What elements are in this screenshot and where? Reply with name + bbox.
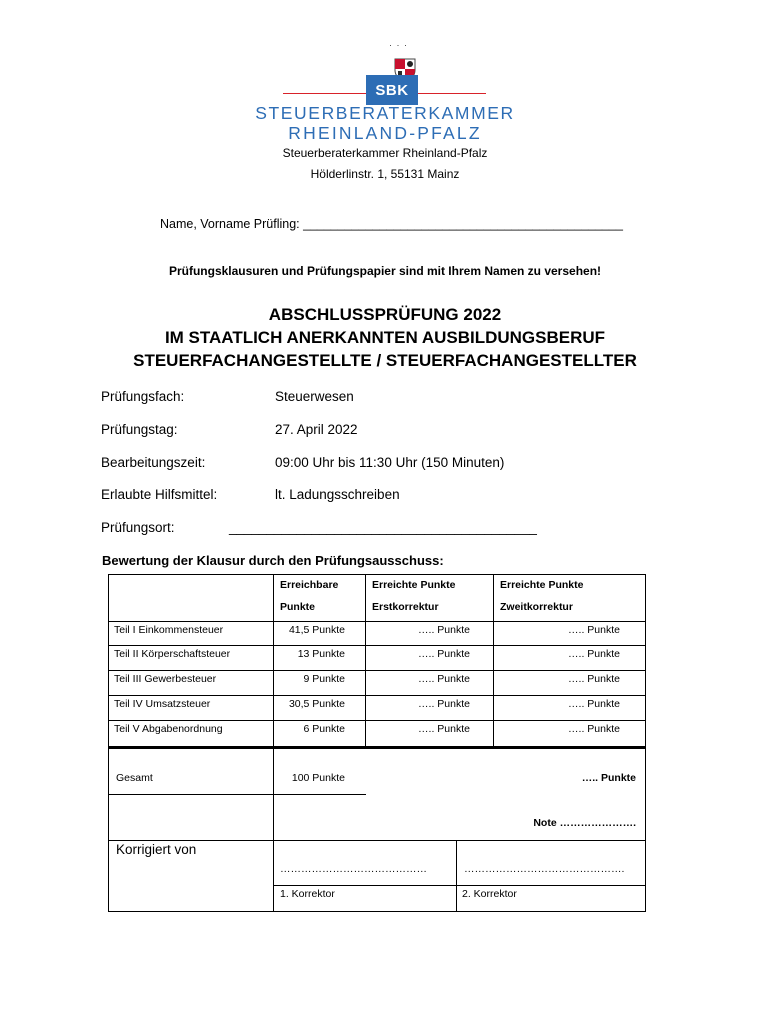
row-first-est: ….. Punkte — [418, 624, 470, 636]
title-line3: STEUERFACHANGESTELLTE / STEUERFACHANGESTELLTER — [133, 351, 637, 370]
org-name-line2: RHEINLAND-PFALZ — [288, 123, 482, 143]
instruction-text: Prüfungsklausuren und Prüfungspapier sind mit Ihrem Namen zu versehen! — [168, 264, 602, 278]
header-erreichte-1: Erreichte Punkte — [372, 579, 456, 591]
info-label-tag: Prüfungstag: — [101, 422, 178, 437]
total-points: ….. Punkte — [581, 772, 636, 784]
info-label-zeit: Bearbeitungszeit: — [101, 455, 206, 470]
title-line2: IM STAATLICH ANERKANNTEN AUSBILDUNGSBERUF — [164, 328, 606, 347]
info-value-tag: 27. April 2022 — [275, 422, 358, 437]
signature-line-1: …………………………………… — [280, 863, 427, 875]
name-field: Name, Vorname Prüfling: ______________________________________________ — [160, 217, 623, 231]
row-label-ust: Teil IV Umsatzsteuer — [114, 698, 211, 710]
row-max-ao: 6 Punkte — [303, 723, 345, 735]
org-name-line1: STEUERBERATERKAMMER — [255, 103, 515, 123]
row-max-kst: 13 Punkte — [297, 648, 345, 660]
info-value-ort: _________________________________________ — [229, 520, 537, 535]
total-label: Gesamt — [116, 772, 153, 784]
note-field: Note …………………. — [533, 817, 636, 829]
logo-dots: · · · — [389, 40, 408, 50]
info-label-hilfsmittel: Erlaubte Hilfsmittel: — [101, 487, 218, 502]
info-label-fach: Prüfungsfach: — [101, 389, 185, 404]
address-street: Hölderlinstr. 1, 55131 Mainz — [310, 167, 460, 181]
row-second-ust: ….. Punkte — [568, 698, 620, 710]
row-label-est: Teil I Einkommensteuer — [114, 624, 224, 636]
info-value-zeit: 09:00 Uhr bis 11:30 Uhr (150 Minuten) — [275, 455, 505, 470]
header-punkte: Punkte — [280, 601, 316, 613]
row-label-gewst: Teil III Gewerbesteuer — [114, 673, 217, 685]
header-erreichte-2: Erreichte Punkte — [500, 579, 584, 591]
header-erreichbare: Erreichbare — [280, 579, 339, 591]
row-first-gewst: ….. Punkte — [418, 673, 470, 685]
row-max-est: 41,5 Punkte — [288, 624, 345, 636]
info-label-ort: Prüfungsort: — [101, 520, 175, 535]
row-second-est: ….. Punkte — [568, 624, 620, 636]
row-first-ao: ….. Punkte — [418, 723, 470, 735]
total-max: 100 Punkte — [291, 772, 345, 784]
row-max-gewst: 9 Punkte — [303, 673, 345, 685]
row-second-kst: ….. Punkte — [568, 648, 620, 660]
address-name: Steuerberaterkammer Rheinland-Pfalz — [282, 146, 488, 160]
row-first-ust: ….. Punkte — [418, 698, 470, 710]
header-erstkorrektur: Erstkorrektur — [372, 601, 439, 613]
info-value-fach: Steuerwesen — [275, 389, 354, 404]
title-line1: ABSCHLUSSPRÜFUNG 2022 — [268, 305, 502, 324]
info-value-hilfsmittel: lt. Ladungsschreiben — [275, 487, 400, 502]
score-table — [108, 574, 646, 912]
row-max-ust: 30,5 Punkte — [288, 698, 345, 710]
signature-line-2: ………………………………………. — [464, 863, 625, 875]
korrektor-1-label: 1. Korrektor — [280, 888, 335, 900]
sbk-logo: SBK — [366, 75, 418, 105]
row-second-gewst: ….. Punkte — [568, 673, 620, 685]
row-second-ao: ….. Punkte — [568, 723, 620, 735]
row-first-kst: ….. Punkte — [418, 648, 470, 660]
row-label-ao: Teil V Abgabenordnung — [114, 723, 223, 735]
row-label-kst: Teil II Körperschaftsteuer — [114, 648, 231, 660]
korrektor-2-label: 2. Korrektor — [462, 888, 517, 900]
header-zweitkorrektur: Zweitkorrektur — [500, 601, 573, 613]
bewertung-heading: Bewertung der Klausur durch den Prüfungsausschuss: — [102, 553, 444, 568]
korrigiert-label: Korrigiert von — [116, 842, 197, 857]
